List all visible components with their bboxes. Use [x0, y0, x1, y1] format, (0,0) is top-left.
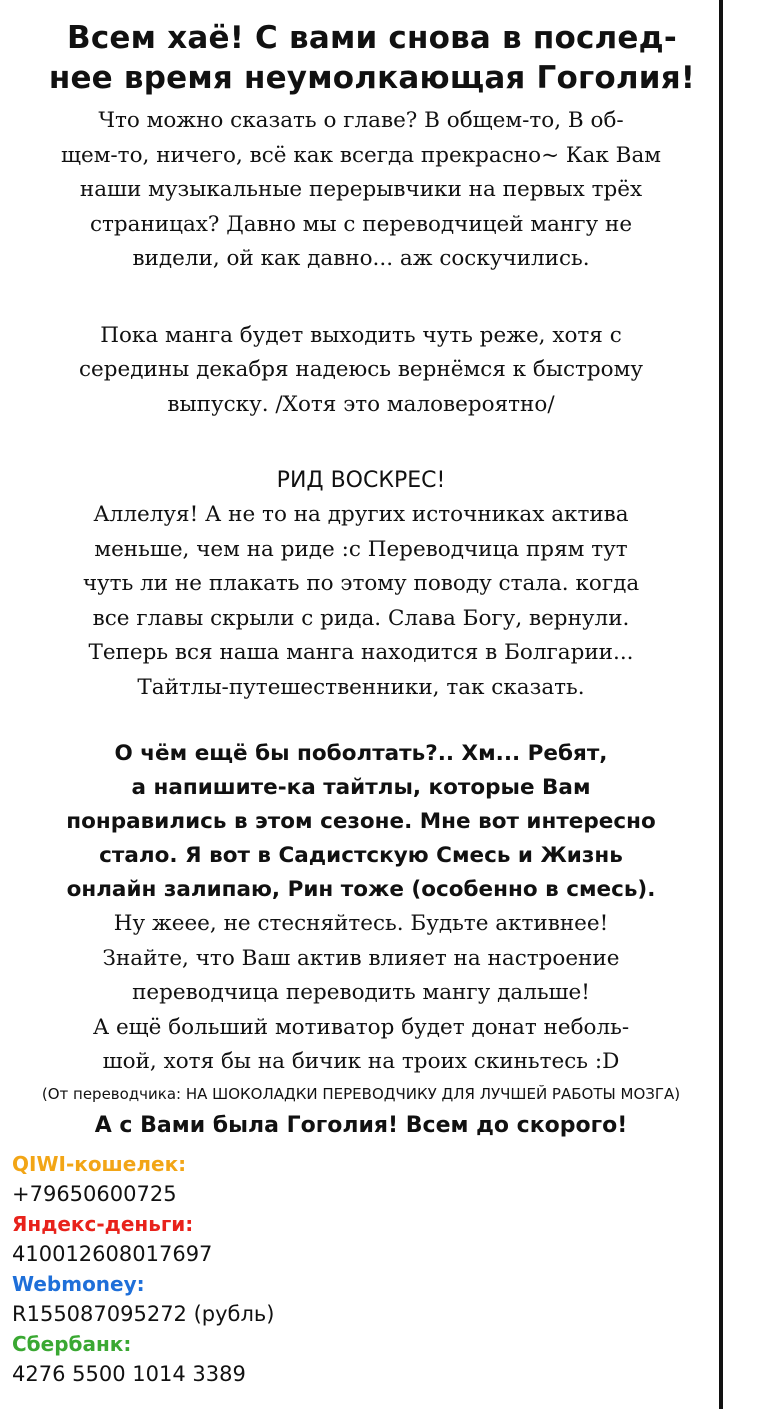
rid-line: чуть ли не плакать по этому поводу стала. когда	[82, 571, 640, 596]
payment-value-sberbank: 4276 5500 1014 3389	[12, 1362, 246, 1386]
release-paragraph	[8, 319, 714, 423]
headline	[30, 18, 714, 98]
chat-line: Знайте, что Ваш актив влияет на настроение	[102, 945, 620, 971]
payment-sberbank	[12, 1329, 612, 1389]
payment-label-webmoney: Webmoney:	[12, 1272, 145, 1296]
payment-yandex	[12, 1209, 612, 1269]
spacer	[8, 277, 714, 319]
rid-title: РИД ВОСКРЕС!	[276, 468, 446, 493]
payment-value-qiwi: +79650600725	[12, 1182, 177, 1206]
intro-paragraph	[8, 104, 714, 277]
release-line: выпуску. /Хотя это маловероятно/	[167, 391, 555, 417]
spacer	[8, 422, 714, 464]
payment-details	[12, 1149, 612, 1389]
intro-line: страницах? Давно мы с переводчицей мангу не	[89, 211, 633, 237]
rid-line: Тайтлы-путешественники, так сказать.	[137, 674, 585, 700]
release-line: Пока манга будет выходить чуть реже, хотя с	[100, 322, 622, 348]
payment-qiwi	[12, 1149, 612, 1209]
chat-bold-line: понравились в этом сезоне. Мне вот интересно	[66, 809, 656, 834]
rid-line: меньше, чем на риде :с Переводчица прям тут	[94, 536, 628, 562]
rid-line: Теперь вся наша манга находится в Болгарии...	[88, 640, 634, 665]
chat-line: шой, хотя бы на бичик на троих скиньтесь :D	[102, 1049, 620, 1074]
headline-line: Всем хаё! С вами снова в послед-	[67, 20, 677, 56]
payment-value-webmoney: R155087095272 (рубль)	[12, 1302, 275, 1326]
chat-bold-line: а напишите-ка тайтлы, которые Вам	[131, 775, 591, 800]
translator-note: (От переводчика: НА ШОКОЛАДКИ ПЕРЕВОДЧИКУ ДЛЯ ЛУЧШЕЙ РАБОТЫ МОЗГА)	[41, 1084, 681, 1103]
spacer	[8, 705, 714, 737]
rid-paragraph	[8, 498, 714, 705]
chat-bold-paragraph	[8, 737, 714, 907]
right-border-line	[719, 0, 723, 1409]
headline-line: нее время неумолкающая Гоголия!	[48, 60, 696, 96]
intro-line: наши музыкальные перерывчики на первых трёх	[79, 177, 643, 202]
payment-webmoney	[12, 1269, 612, 1329]
chat-line: Ну жеее, не стесняйтесь. Будьте активнее!	[113, 911, 609, 936]
closing-line: А с Вами была Гоголия! Всем до скорого!	[94, 1112, 628, 1138]
intro-line: щем-то, ничего, всё как всегда прекрасно~ Как Вам	[60, 142, 661, 168]
payment-value-yandex: 410012608017697	[12, 1242, 213, 1266]
rid-line: Аллелуя! А не то на других источниках актива	[93, 502, 629, 527]
chat-line: А ещё больший мотиватор будет донат неболь-	[92, 1014, 630, 1040]
payment-label-sberbank: Сбербанк:	[12, 1332, 132, 1356]
chat-bold-line: О чём ещё бы поболтать?.. Хм... Ребят,	[114, 741, 608, 766]
chat-regular-paragraph	[8, 907, 714, 1080]
chat-line: переводчица переводить мангу дальше!	[132, 980, 590, 1005]
payment-label-qiwi: QIWI-кошелек:	[12, 1152, 187, 1176]
intro-line: Что можно сказать о главе? В общем-то, В об-	[98, 108, 624, 133]
intro-line: видели, ой как давно... аж соскучились.	[132, 246, 590, 271]
chat-bold-line: онлайн залипаю, Рин тоже (особенно в смесь).	[66, 877, 656, 902]
notes-column	[8, 14, 714, 1143]
chat-bold-line: стало. Я вот в Садистскую Смесь и Жизнь	[99, 843, 623, 868]
payment-label-yandex: Яндекс-деньги:	[12, 1212, 194, 1236]
release-line: середины декабря надеюсь вернёмся к быстрому	[79, 357, 643, 382]
rid-line: все главы скрыли с рида. Слава Богу, вернули.	[92, 605, 630, 631]
